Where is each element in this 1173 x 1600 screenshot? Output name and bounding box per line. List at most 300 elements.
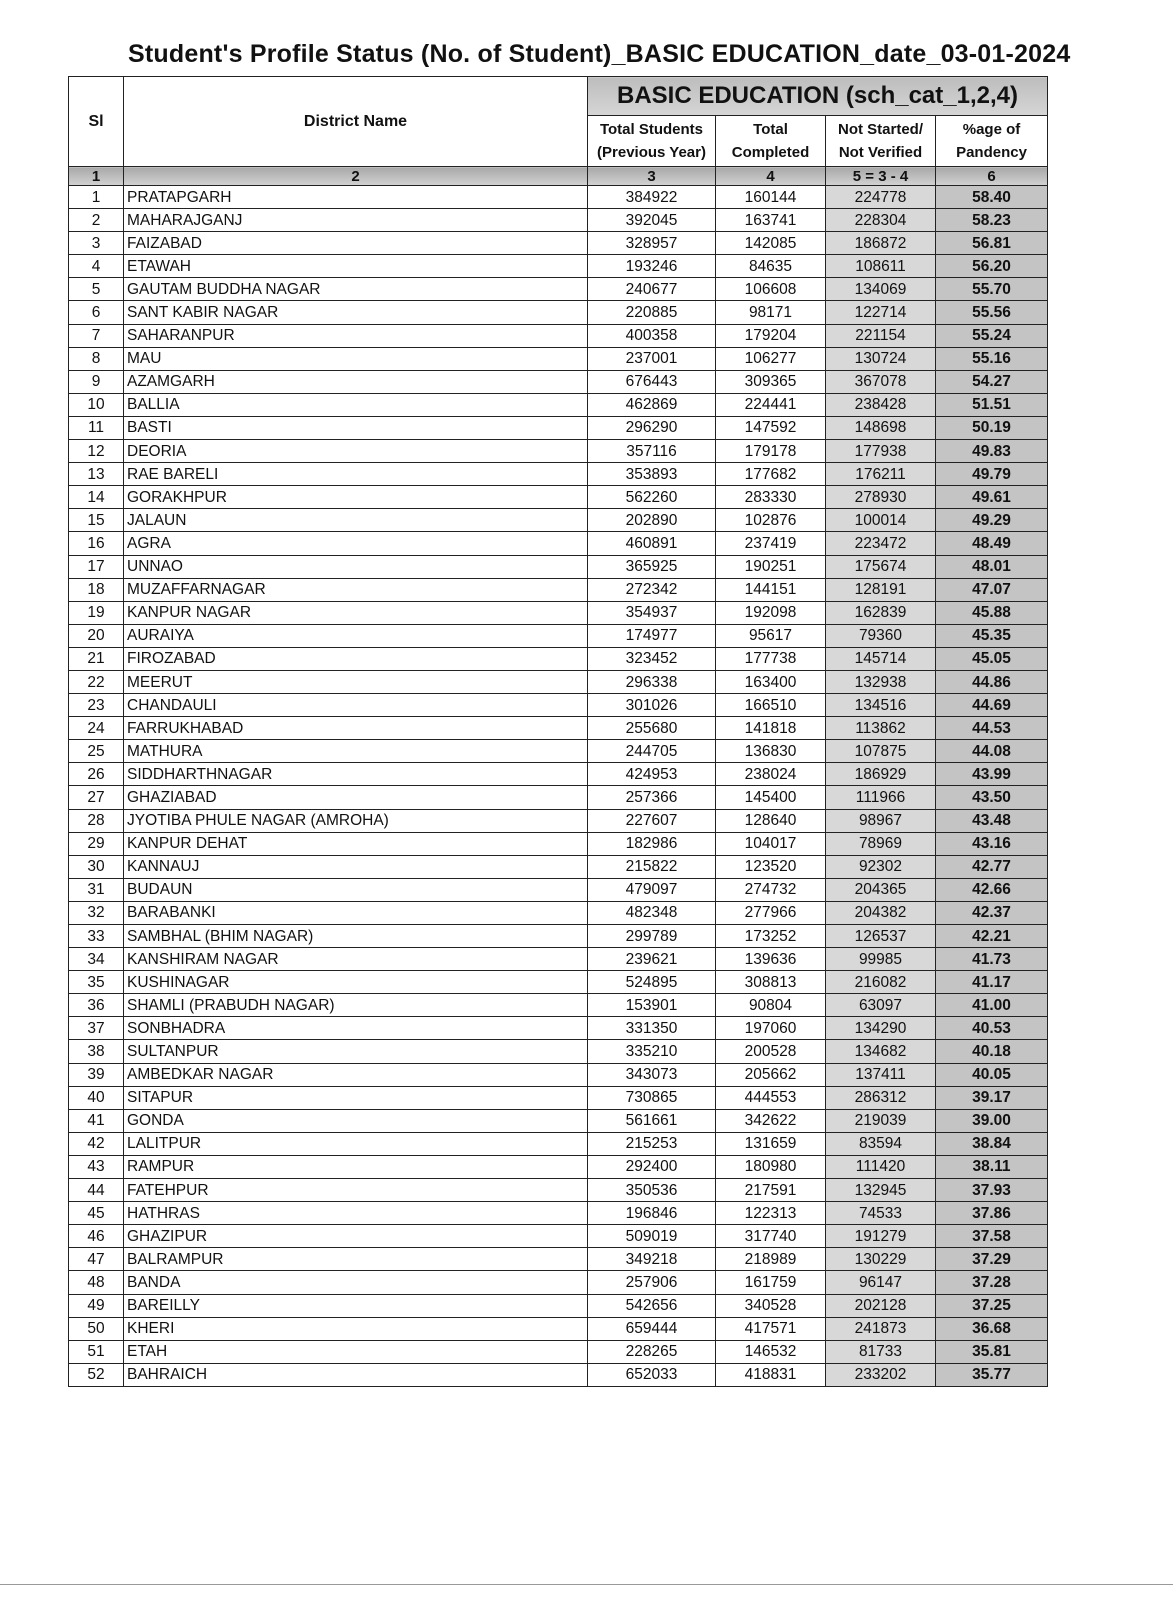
table-row (69, 832, 1048, 855)
district-name-cell: BAREILLY (124, 1294, 588, 1317)
table-row (69, 347, 1048, 370)
table-row (69, 670, 1048, 693)
total-students-cell: 220885 (588, 301, 716, 324)
pendency-cell: 37.58 (936, 1225, 1048, 1248)
table-row (69, 1271, 1048, 1294)
total-completed-cell: 163741 (716, 209, 826, 232)
not-started-cell: 130724 (826, 347, 936, 370)
not-started-cell: 99985 (826, 948, 936, 971)
pendency-cell: 36.68 (936, 1317, 1048, 1340)
pendency-cell: 49.61 (936, 486, 1048, 509)
table-row (69, 324, 1048, 347)
not-started-cell: 202128 (826, 1294, 936, 1317)
table-row (69, 1294, 1048, 1317)
district-status-table (68, 76, 1048, 1387)
sl-cell: 48 (69, 1271, 124, 1294)
district-name-cell: KUSHINAGAR (124, 971, 588, 994)
table-row (69, 278, 1048, 301)
table-row (69, 509, 1048, 532)
table-row (69, 440, 1048, 463)
total-students-cell: 365925 (588, 555, 716, 578)
pendency-cell: 38.11 (936, 1155, 1048, 1178)
total-students-cell: 196846 (588, 1202, 716, 1225)
total-students-cell: 239621 (588, 948, 716, 971)
table-row (69, 232, 1048, 255)
district-name-cell: AGRA (124, 532, 588, 555)
district-name-cell: SITAPUR (124, 1086, 588, 1109)
district-name-cell: MAHARAJGANJ (124, 209, 588, 232)
sl-cell: 24 (69, 717, 124, 740)
pendency-cell: 37.29 (936, 1248, 1048, 1271)
district-name-cell: BAHRAICH (124, 1363, 588, 1386)
total-completed-cell: 166510 (716, 694, 826, 717)
pendency-cell: 56.20 (936, 255, 1048, 278)
total-students-cell: 296290 (588, 416, 716, 439)
district-name-cell: BASTI (124, 416, 588, 439)
district-name-cell: FARRUKHABAD (124, 717, 588, 740)
pendency-cell: 45.35 (936, 624, 1048, 647)
not-started-cell: 111966 (826, 786, 936, 809)
pendency-cell: 42.66 (936, 878, 1048, 901)
not-started-cell: 134682 (826, 1040, 936, 1063)
total-completed-cell: 173252 (716, 925, 826, 948)
column-number: 3 (588, 167, 716, 186)
district-name-cell: MAU (124, 347, 588, 370)
not-started-cell: 137411 (826, 1063, 936, 1086)
sl-cell: 16 (69, 532, 124, 555)
total-completed-cell: 122313 (716, 1202, 826, 1225)
pendency-cell: 35.81 (936, 1340, 1048, 1363)
total-students-cell: 237001 (588, 347, 716, 370)
table-row (69, 763, 1048, 786)
table-row (69, 717, 1048, 740)
sl-cell: 35 (69, 971, 124, 994)
table-row (69, 1317, 1048, 1340)
total-completed-cell: 200528 (716, 1040, 826, 1063)
pendency-cell: 48.01 (936, 555, 1048, 578)
sl-cell: 28 (69, 809, 124, 832)
table-row (69, 925, 1048, 948)
total-completed-cell: 218989 (716, 1248, 826, 1271)
table-row (69, 1179, 1048, 1202)
district-name-cell: KANPUR NAGAR (124, 601, 588, 624)
not-started-cell: 128191 (826, 578, 936, 601)
pendency-cell: 43.50 (936, 786, 1048, 809)
district-name-cell: SHAMLI (PRABUDH NAGAR) (124, 994, 588, 1017)
pendency-cell: 37.86 (936, 1202, 1048, 1225)
total-completed-cell: 224441 (716, 393, 826, 416)
total-completed-cell: 205662 (716, 1063, 826, 1086)
pendency-cell: 47.07 (936, 578, 1048, 601)
total-students-cell: 354937 (588, 601, 716, 624)
not-started-cell: 79360 (826, 624, 936, 647)
pendency-cell: 58.40 (936, 186, 1048, 209)
table-row (69, 1202, 1048, 1225)
table-row (69, 878, 1048, 901)
pendency-cell: 40.18 (936, 1040, 1048, 1063)
total-completed-cell: 106277 (716, 347, 826, 370)
district-name-cell: MUZAFFARNAGAR (124, 578, 588, 601)
table-row (69, 1155, 1048, 1178)
total-completed-cell: 142085 (716, 232, 826, 255)
column-number: 2 (124, 167, 588, 186)
sl-cell: 2 (69, 209, 124, 232)
table-row (69, 416, 1048, 439)
column-number: 5 = 3 - 4 (826, 167, 936, 186)
total-completed-cell: 161759 (716, 1271, 826, 1294)
table-row (69, 601, 1048, 624)
pendency-cell: 56.81 (936, 232, 1048, 255)
table-row (69, 855, 1048, 878)
not-started-cell: 228304 (826, 209, 936, 232)
pendency-cell: 41.00 (936, 994, 1048, 1017)
total-completed-cell: 136830 (716, 740, 826, 763)
district-name-cell: ETAWAH (124, 255, 588, 278)
total-students-cell: 479097 (588, 878, 716, 901)
total-completed-cell: 177738 (716, 647, 826, 670)
table-row (69, 901, 1048, 924)
sl-cell: 39 (69, 1063, 124, 1086)
total-students-cell: 215822 (588, 855, 716, 878)
district-name-cell: AZAMGARH (124, 370, 588, 393)
district-name-cell: FAIZABAD (124, 232, 588, 255)
not-started-cell: 176211 (826, 463, 936, 486)
pendency-cell: 50.19 (936, 416, 1048, 439)
sl-cell: 8 (69, 347, 124, 370)
total-completed-cell: 102876 (716, 509, 826, 532)
total-completed-cell: 106608 (716, 278, 826, 301)
sl-cell: 23 (69, 694, 124, 717)
column-number: 6 (936, 167, 1048, 186)
district-name-cell: BALLIA (124, 393, 588, 416)
total-students-cell: 296338 (588, 670, 716, 693)
table-row (69, 555, 1048, 578)
pendency-cell: 37.28 (936, 1271, 1048, 1294)
total-students-cell: 227607 (588, 809, 716, 832)
total-completed-cell: 95617 (716, 624, 826, 647)
table-row (69, 740, 1048, 763)
header-basic-education: BASIC EDUCATION (sch_cat_1,2,4) (588, 77, 1048, 116)
total-completed-cell: 98171 (716, 301, 826, 324)
total-completed-cell: 128640 (716, 809, 826, 832)
district-name-cell: AURAIYA (124, 624, 588, 647)
total-completed-cell: 179204 (716, 324, 826, 347)
district-name-cell: ETAH (124, 1340, 588, 1363)
sl-cell: 15 (69, 509, 124, 532)
district-name-cell: SAMBHAL (BHIM NAGAR) (124, 925, 588, 948)
not-started-cell: 219039 (826, 1109, 936, 1132)
pendency-cell: 55.56 (936, 301, 1048, 324)
total-students-cell: 542656 (588, 1294, 716, 1317)
not-started-cell: 92302 (826, 855, 936, 878)
total-completed-cell: 90804 (716, 994, 826, 1017)
total-students-cell: 174977 (588, 624, 716, 647)
total-completed-cell: 340528 (716, 1294, 826, 1317)
total-completed-cell: 308813 (716, 971, 826, 994)
total-students-cell: 676443 (588, 370, 716, 393)
not-started-cell: 278930 (826, 486, 936, 509)
district-name-cell: FATEHPUR (124, 1179, 588, 1202)
not-started-cell: 122714 (826, 301, 936, 324)
district-name-cell: GAUTAM BUDDHA NAGAR (124, 278, 588, 301)
total-students-cell: 153901 (588, 994, 716, 1017)
table-row (69, 532, 1048, 555)
total-completed-cell: 444553 (716, 1086, 826, 1109)
total-students-cell: 292400 (588, 1155, 716, 1178)
sl-cell: 42 (69, 1132, 124, 1155)
sl-cell: 22 (69, 670, 124, 693)
total-students-cell: 524895 (588, 971, 716, 994)
total-completed-cell: 147592 (716, 416, 826, 439)
total-students-cell: 349218 (588, 1248, 716, 1271)
table-row (69, 209, 1048, 232)
column-number-row (69, 167, 1048, 186)
not-started-cell: 63097 (826, 994, 936, 1017)
total-completed-cell: 160144 (716, 186, 826, 209)
sl-cell: 38 (69, 1040, 124, 1063)
district-name-cell: LALITPUR (124, 1132, 588, 1155)
not-started-cell: 98967 (826, 809, 936, 832)
sl-cell: 32 (69, 901, 124, 924)
sl-cell: 44 (69, 1179, 124, 1202)
not-started-cell: 175674 (826, 555, 936, 578)
total-students-cell: 323452 (588, 647, 716, 670)
not-started-cell: 126537 (826, 925, 936, 948)
pendency-cell: 48.49 (936, 532, 1048, 555)
not-started-cell: 238428 (826, 393, 936, 416)
pendency-cell: 49.29 (936, 509, 1048, 532)
district-name-cell: RAMPUR (124, 1155, 588, 1178)
district-name-cell: PRATAPGARH (124, 186, 588, 209)
total-completed-cell: 84635 (716, 255, 826, 278)
total-completed-cell: 237419 (716, 532, 826, 555)
not-started-cell: 186872 (826, 232, 936, 255)
table-row (69, 1109, 1048, 1132)
total-completed-cell: 283330 (716, 486, 826, 509)
table-row (69, 624, 1048, 647)
district-name-cell: HATHRAS (124, 1202, 588, 1225)
district-name-cell: BALRAMPUR (124, 1248, 588, 1271)
not-started-cell: 204382 (826, 901, 936, 924)
not-started-cell: 186929 (826, 763, 936, 786)
district-name-cell: MEERUT (124, 670, 588, 693)
total-students-cell: 272342 (588, 578, 716, 601)
page-bottom-rule (0, 1584, 1173, 1585)
table-row (69, 994, 1048, 1017)
total-completed-cell: 217591 (716, 1179, 826, 1202)
total-students-cell: 384922 (588, 186, 716, 209)
total-students-cell: 509019 (588, 1225, 716, 1248)
total-students-cell: 400358 (588, 324, 716, 347)
pendency-cell: 38.84 (936, 1132, 1048, 1155)
total-completed-cell: 417571 (716, 1317, 826, 1340)
district-name-cell: JYOTIBA PHULE NAGAR (AMROHA) (124, 809, 588, 832)
not-started-cell: 224778 (826, 186, 936, 209)
sl-cell: 37 (69, 1017, 124, 1040)
table-row (69, 578, 1048, 601)
district-name-cell: GHAZIABAD (124, 786, 588, 809)
sl-cell: 20 (69, 624, 124, 647)
total-completed-cell: 139636 (716, 948, 826, 971)
sl-cell: 3 (69, 232, 124, 255)
pendency-cell: 55.16 (936, 347, 1048, 370)
pendency-cell: 37.93 (936, 1179, 1048, 1202)
not-started-cell: 78969 (826, 832, 936, 855)
not-started-cell: 83594 (826, 1132, 936, 1155)
sl-cell: 6 (69, 301, 124, 324)
sl-cell: 41 (69, 1109, 124, 1132)
total-students-cell: 730865 (588, 1086, 716, 1109)
total-students-cell: 193246 (588, 255, 716, 278)
not-started-cell: 216082 (826, 971, 936, 994)
total-completed-cell: 192098 (716, 601, 826, 624)
sl-cell: 34 (69, 948, 124, 971)
sl-cell: 46 (69, 1225, 124, 1248)
not-started-cell: 130229 (826, 1248, 936, 1271)
sl-cell: 25 (69, 740, 124, 763)
total-students-cell: 255680 (588, 717, 716, 740)
total-completed-cell: 123520 (716, 855, 826, 878)
total-students-cell: 331350 (588, 1017, 716, 1040)
table-body (69, 186, 1048, 1387)
pendency-cell: 39.00 (936, 1109, 1048, 1132)
district-name-cell: SULTANPUR (124, 1040, 588, 1063)
table-row (69, 186, 1048, 209)
district-name-cell: BARABANKI (124, 901, 588, 924)
total-completed-cell: 104017 (716, 832, 826, 855)
not-started-cell: 367078 (826, 370, 936, 393)
not-started-cell: 132938 (826, 670, 936, 693)
not-started-cell: 107875 (826, 740, 936, 763)
total-students-cell: 460891 (588, 532, 716, 555)
district-name-cell: SANT KABIR NAGAR (124, 301, 588, 324)
total-completed-cell: 163400 (716, 670, 826, 693)
pendency-cell: 55.70 (936, 278, 1048, 301)
not-started-cell: 221154 (826, 324, 936, 347)
column-number: 4 (716, 167, 826, 186)
district-name-cell: DEORIA (124, 440, 588, 463)
district-name-cell: FIROZABAD (124, 647, 588, 670)
sl-cell: 30 (69, 855, 124, 878)
sl-cell: 11 (69, 416, 124, 439)
district-name-cell: KANPUR DEHAT (124, 832, 588, 855)
sl-cell: 7 (69, 324, 124, 347)
pendency-cell: 44.86 (936, 670, 1048, 693)
total-completed-cell: 317740 (716, 1225, 826, 1248)
table-row (69, 370, 1048, 393)
sl-cell: 33 (69, 925, 124, 948)
total-students-cell: 328957 (588, 232, 716, 255)
header-pendency: %age of Pandency (936, 116, 1048, 167)
total-completed-cell: 177682 (716, 463, 826, 486)
sl-cell: 26 (69, 763, 124, 786)
not-started-cell: 81733 (826, 1340, 936, 1363)
not-started-cell: 145714 (826, 647, 936, 670)
not-started-cell: 100014 (826, 509, 936, 532)
pendency-cell: 44.53 (936, 717, 1048, 740)
district-name-cell: KANSHIRAM NAGAR (124, 948, 588, 971)
not-started-cell: 108611 (826, 255, 936, 278)
not-started-cell: 111420 (826, 1155, 936, 1178)
sl-cell: 9 (69, 370, 124, 393)
pendency-cell: 40.53 (936, 1017, 1048, 1040)
pendency-cell: 51.51 (936, 393, 1048, 416)
not-started-cell: 204365 (826, 878, 936, 901)
sl-cell: 50 (69, 1317, 124, 1340)
not-started-cell: 223472 (826, 532, 936, 555)
sl-cell: 18 (69, 578, 124, 601)
pendency-cell: 37.25 (936, 1294, 1048, 1317)
not-started-cell: 132945 (826, 1179, 936, 1202)
sl-cell: 31 (69, 878, 124, 901)
sl-cell: 13 (69, 463, 124, 486)
not-started-cell: 113862 (826, 717, 936, 740)
header-total-completed: Total Completed (716, 116, 826, 167)
total-students-cell: 462869 (588, 393, 716, 416)
sl-cell: 52 (69, 1363, 124, 1386)
header-not-started: Not Started/ Not Verified (826, 116, 936, 167)
table-row (69, 1132, 1048, 1155)
pendency-cell: 41.17 (936, 971, 1048, 994)
total-students-cell: 182986 (588, 832, 716, 855)
pendency-cell: 43.48 (936, 809, 1048, 832)
total-completed-cell: 238024 (716, 763, 826, 786)
table-row (69, 393, 1048, 416)
page-title: Student's Profile Status (No. of Student)_BASIC EDUCATION_date_03-01-2024 (128, 40, 1071, 68)
header-total-students: Total Students (Previous Year) (588, 116, 716, 167)
sl-cell: 51 (69, 1340, 124, 1363)
pendency-cell: 49.83 (936, 440, 1048, 463)
total-students-cell: 424953 (588, 763, 716, 786)
pendency-cell: 55.24 (936, 324, 1048, 347)
pendency-cell: 43.99 (936, 763, 1048, 786)
not-started-cell: 233202 (826, 1363, 936, 1386)
total-students-cell: 257906 (588, 1271, 716, 1294)
table-row (69, 1063, 1048, 1086)
district-name-cell: SIDDHARTHNAGAR (124, 763, 588, 786)
sl-cell: 47 (69, 1248, 124, 1271)
not-started-cell: 162839 (826, 601, 936, 624)
not-started-cell: 74533 (826, 1202, 936, 1225)
total-students-cell: 659444 (588, 1317, 716, 1340)
sl-cell: 1 (69, 186, 124, 209)
table-row (69, 809, 1048, 832)
sl-cell: 10 (69, 393, 124, 416)
table-row (69, 971, 1048, 994)
total-completed-cell: 197060 (716, 1017, 826, 1040)
sl-cell: 29 (69, 832, 124, 855)
header-district-name: District Name (124, 77, 588, 167)
district-name-cell: CHANDAULI (124, 694, 588, 717)
total-students-cell: 228265 (588, 1340, 716, 1363)
total-completed-cell: 141818 (716, 717, 826, 740)
total-completed-cell: 131659 (716, 1132, 826, 1155)
district-name-cell: BUDAUN (124, 878, 588, 901)
district-name-cell: AMBEDKAR NAGAR (124, 1063, 588, 1086)
district-name-cell: KANNAUJ (124, 855, 588, 878)
total-students-cell: 202890 (588, 509, 716, 532)
not-started-cell: 134290 (826, 1017, 936, 1040)
not-started-cell: 241873 (826, 1317, 936, 1340)
sl-cell: 40 (69, 1086, 124, 1109)
total-completed-cell: 179178 (716, 440, 826, 463)
table-row (69, 1086, 1048, 1109)
pendency-cell: 42.21 (936, 925, 1048, 948)
pendency-cell: 42.37 (936, 901, 1048, 924)
total-students-cell: 215253 (588, 1132, 716, 1155)
pendency-cell: 41.73 (936, 948, 1048, 971)
pendency-cell: 44.69 (936, 694, 1048, 717)
